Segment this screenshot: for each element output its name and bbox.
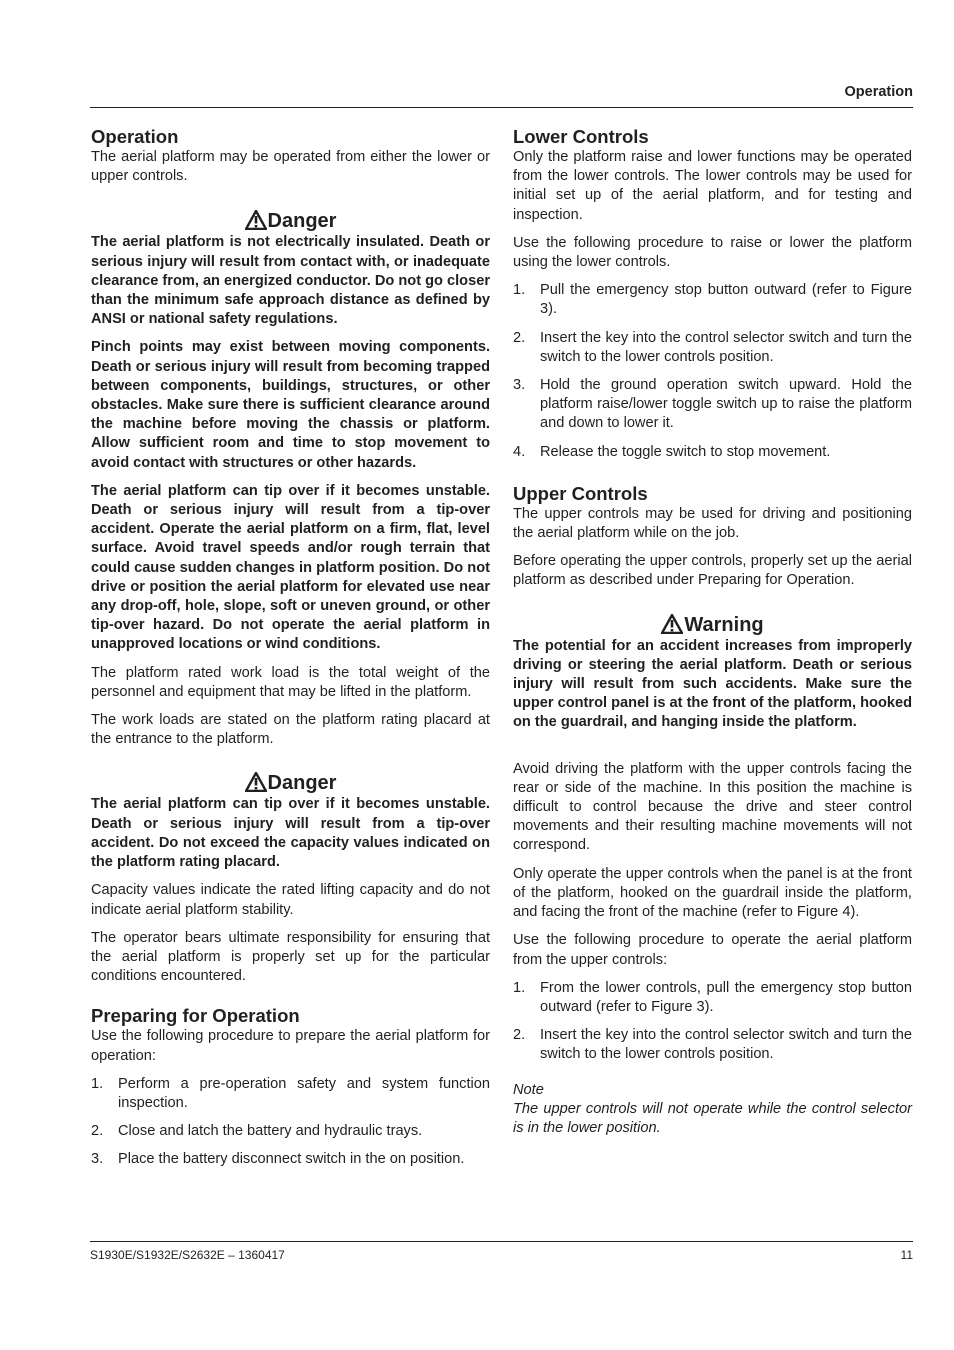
lower-paragraph-2: Use the following procedure to raise or lower the platform using the lower controls.: [513, 234, 912, 271]
danger2-paragraph: The aerial platform can tip over if it becomes unstable. Death or serious injury will result from a tip-over accident. Do not exceed the capacity values indicated on the platform rating placard.: [91, 796, 490, 871]
list-item: 2. Close and latch the battery and hydraulic trays.: [91, 1123, 423, 1140]
operation-heading: Operation: [91, 126, 179, 147]
only-operate-paragraph: Only operate the upper controls when the panel is at the front of the platform, hooked on the guardrail inside the platform, and facing the front of the machine (refer to Figure 4).: [513, 865, 912, 921]
list-item: 2. Insert the key into the control selector switch and turn the switch to the lower controls position.: [513, 329, 912, 365]
danger-signal-2: [91, 771, 490, 795]
warning-signal: [513, 613, 912, 637]
operator-paragraph: The operator bears ultimate responsibility for ensuring that the aerial platform is properly set up for the particular conditions encountered.: [91, 929, 490, 985]
right-column: [513, 125, 912, 1138]
upper-steps: [513, 979, 912, 1065]
lower-paragraph-1: Only the platform raise and lower functions may be operated from the lower controls. The lower controls may be used for initial set up of the aerial platform, and for testing and inspection.: [513, 149, 912, 223]
list-item: 2. Insert the key into the control selector switch and turn the switch to the lower controls position.: [513, 1027, 912, 1063]
danger1-paragraph-2: Pinch points may exist between moving components. Death or serious injury will result from becoming trapped between components, buildings, structures, or other obstacles. Make sure there is sufficient clearance around the machine before moving the chassis or platform. Allow sufficient room and time to stop movement to avoid contact with structures or other hazards.: [91, 339, 490, 471]
preparing-steps: [91, 1075, 490, 1170]
list-item: 3. Place the battery disconnect switch in the on position.: [91, 1151, 465, 1168]
upper-controls-heading: Upper Controls: [513, 482, 648, 504]
workload-paragraph-1: The platform rated work load is the total weight of the personnel and equipment that may be lifted in the platform.: [91, 664, 490, 700]
preparing-intro: Use the following procedure to prepare the aerial platform for operation:: [91, 1028, 490, 1064]
workload-paragraph-2: The work loads are stated on the platform rating placard at the entrance to the platform.: [91, 712, 490, 748]
header-rule: [90, 107, 913, 108]
note-label: Note: [513, 1081, 544, 1098]
lower-controls-heading: Lower Controls: [513, 126, 649, 147]
danger-label-2: Danger: [267, 772, 337, 795]
lower-steps: [513, 281, 912, 462]
list-item: 1. Pull the emergency stop button outward (refer to Figure 3).: [513, 282, 912, 318]
footer-document-id: S1930E/S1932E/S2632E – 1360417: [90, 1248, 285, 1262]
list-item: 3. Hold the ground operation switch upward. Hold the platform raise/lower toggle switch up to raise the platform and down to lower it.: [513, 377, 912, 432]
running-header: Operation: [844, 84, 913, 100]
page-number: 11: [900, 1248, 913, 1262]
danger1-paragraph-1: The aerial platform is not electrically insulated. Death or serious injury will result from contact with, or inadequate clearance from, an energized conductor. Do not go closer than the minimum safe approach distance as defined by ANSI or national safety regulations.: [91, 234, 490, 328]
list-item: 4. Release the toggle switch to stop movement.: [513, 443, 831, 460]
danger1-paragraph-3: The aerial platform can tip over if it becomes unstable. Death or serious injury will result from a tip-over accident. Operate the aerial platform on a firm, flat, level surface. Avoid travel speeds and/or rough terrain that could cause sudden changes in platform position. Do not drive or position the aerial platform for elevated use near any drop-off, hole, slope, soft or uneven ground, or other tip-over hazard. Do not operate the aerial platform in unapproved locations or wind conditions.: [91, 482, 490, 653]
list-item: 1. Perform a pre-operation safety and system function inspection.: [91, 1075, 490, 1111]
list-item: 1. From the lower controls, pull the emergency stop button outward (refer to Figure 3).: [513, 979, 912, 1015]
danger-label-1: Danger: [267, 210, 337, 233]
left-column: [91, 125, 490, 1179]
upper-paragraph-1: The upper controls may be used for driving and positioning the aerial platform while on the job.: [513, 505, 912, 542]
upper-paragraph-2: Before operating the upper controls, properly set up the aerial platform as described under Preparing for Operation.: [513, 553, 912, 589]
warning-triangle-icon: [245, 210, 267, 230]
upper-procedure-intro: Use the following procedure to operate the aerial platform from the upper controls:: [513, 932, 912, 968]
warning-paragraph: The potential for an accident increases from improperly driving or steering the aerial platform. Death or serious injury will result from such accidents. Make sure the upper control panel is at the front of the platform, hooked on the guardrail, and hanging inside the platform.: [513, 637, 912, 731]
operation-intro: The aerial platform may be operated from either the lower or upper controls.: [91, 149, 490, 185]
warning-triangle-icon: [661, 614, 683, 634]
danger-signal-1: [91, 209, 490, 233]
avoid-paragraph: Avoid driving the platform with the upper controls facing the rear or side of the machine. In this position the machine is difficult to control because the drive and steer control movements and their resulting machine movements will not correspond.: [513, 760, 912, 854]
warning-label: Warning: [684, 613, 764, 636]
capacity-paragraph: Capacity values indicate the rated lifting capacity and do not indicate aerial platform stability.: [91, 882, 490, 918]
note-text: The upper controls will not operate while the control selector is in the lower position.: [513, 1100, 912, 1136]
warning-triangle-icon: [245, 772, 267, 792]
preparing-heading: Preparing for Operation: [91, 1005, 300, 1027]
footer-rule: [90, 1241, 913, 1242]
